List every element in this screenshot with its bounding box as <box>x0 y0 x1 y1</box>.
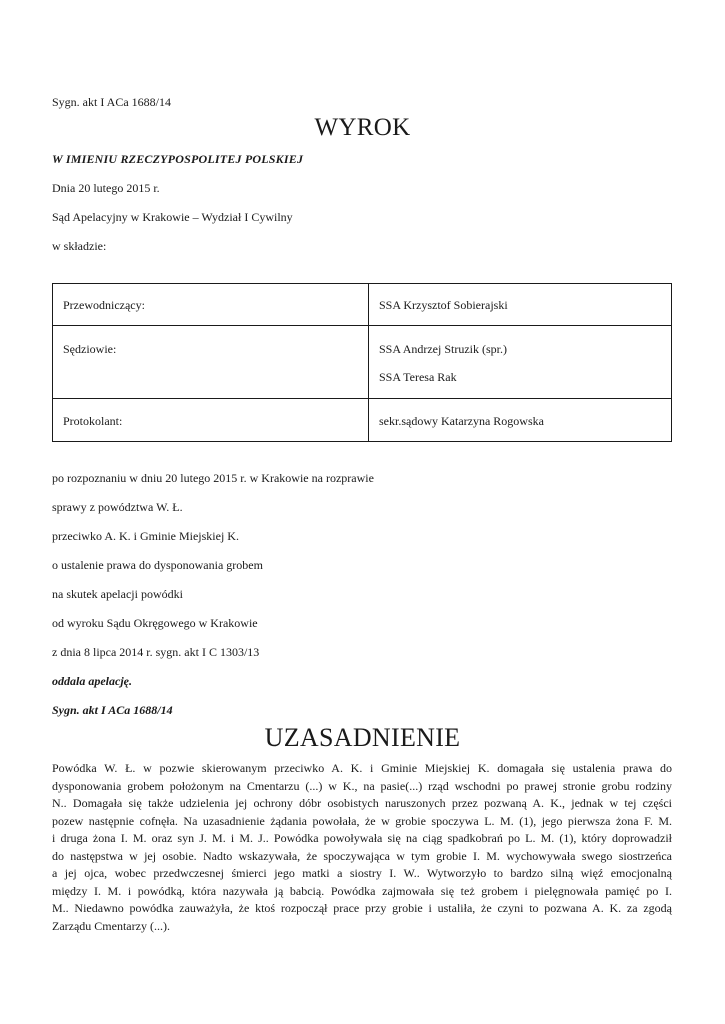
paragraph-line: a jej ojca, wobec przedwczesnej śmierci jego matki a siostry I. W.. Wytworzyło to bardzo silną więź emocjonalną <box>52 866 672 880</box>
table-row <box>53 284 672 326</box>
case-signature: Sygn. akt I ACa 1688/14 <box>52 95 171 109</box>
judges-label-cell <box>53 326 369 399</box>
chair-label-cell <box>53 284 369 326</box>
ruling-line: przeciwko A. K. i Gminie Miejskiej K. <box>52 529 239 543</box>
clerk-value: sekr.sądowy Katarzyna Rogowska <box>379 414 544 428</box>
judge-2: SSA Teresa Rak <box>379 370 457 384</box>
clerk-label-cell <box>53 399 369 442</box>
paragraph-line: Zarządu Cmentarzy (...). <box>52 918 170 933</box>
paragraph-line: Powódka W. Ł. w pozwie skierowanym przeciwko A. K. i Gminie Miejskiej K. domagała się ustalenia prawa do <box>52 761 672 775</box>
justification-paragraph <box>52 760 672 935</box>
paragraph-line: N.. Domagała się także udzielenia jej ochrony dóbr osobistych naruszonych przez pozwaną A. K., jednak w tej części <box>52 796 672 810</box>
judges-value-cell <box>369 326 672 399</box>
ruling-line: od wyroku Sądu Okręgowego w Krakowie <box>52 616 258 630</box>
judge-1: SSA Andrzej Struzik (spr.) <box>379 342 507 356</box>
justification-title: UZASADNIENIE <box>264 723 461 752</box>
paragraph-line: do następstwa w jej osobie. Nadto wskazywała, że spoczywająca w tym grobie I. M. wychowywała swego siostrzeńca <box>52 848 672 863</box>
ruling-decision: oddala apelację. <box>52 674 132 688</box>
paragraph-line: M.. Niedawno powódka zauważyła, że ktoś rozpoczął prace przy grobie i ustaliła, że czyni to pozwana A. K. za zgodą <box>52 901 672 915</box>
judges-label: Sędziowie: <box>63 342 117 356</box>
paragraph-line: między I. M. i powódką, która nazywała ją babcią. Powódka zajmowała się też grobem i pielęgnowała pamięć po I. <box>52 883 672 898</box>
court-name: Sąd Apelacyjny w Krakowie – Wydział I Cywilny <box>52 210 293 224</box>
ruling-line: na skutek apelacji powódki <box>52 587 183 601</box>
paragraph-line: pozew następnie cofnęła. Na uzasadnienie żądania powołała, że w grobie spoczywa L. M. (1), jego pierwsza żona F. M. <box>52 813 672 828</box>
table-row <box>53 399 672 442</box>
composition-intro: w składzie: <box>52 239 107 253</box>
table-row <box>53 326 672 399</box>
chair-label: Przewodniczący: <box>63 298 145 312</box>
ruling-line: z dnia 8 lipca 2014 r. sygn. akt I C 1303/13 <box>52 645 260 659</box>
paragraph-line: dysponowania grobem położonym na Cmentarzu (...) w K., na pasie(...) rząd wschodni po prawej stronie grobu rodziny <box>52 778 672 793</box>
ruling-line: po rozpoznaniu w dniu 20 lutego 2015 r. w Krakowie na rozprawie <box>52 471 374 485</box>
ruling-line: o ustalenie prawa do dysponowania grobem <box>52 558 263 572</box>
ruling-line: sprawy z powództwa W. Ł. <box>52 500 183 514</box>
case-signature-repeat: Sygn. akt I ACa 1688/14 <box>52 703 173 717</box>
judgment-title: WYROK <box>314 114 411 141</box>
clerk-value-cell <box>369 399 672 442</box>
chair-value: SSA Krzysztof Sobierajski <box>379 298 508 312</box>
clerk-label: Protokolant: <box>63 414 123 428</box>
paragraph-line: i druga żona I. M. oraz syn J. M. i M. J.. Powódka powoływała się na ciąg spadkobrań po L. M. (1), który doprowadził <box>52 831 672 845</box>
composition-table <box>52 283 672 442</box>
judgment-date: Dnia 20 lutego 2015 r. <box>52 181 160 195</box>
in-the-name-heading: W IMIENIU RZECZYPOSPOLITEJ POLSKIEJ <box>52 152 304 166</box>
chair-value-cell <box>369 284 672 326</box>
